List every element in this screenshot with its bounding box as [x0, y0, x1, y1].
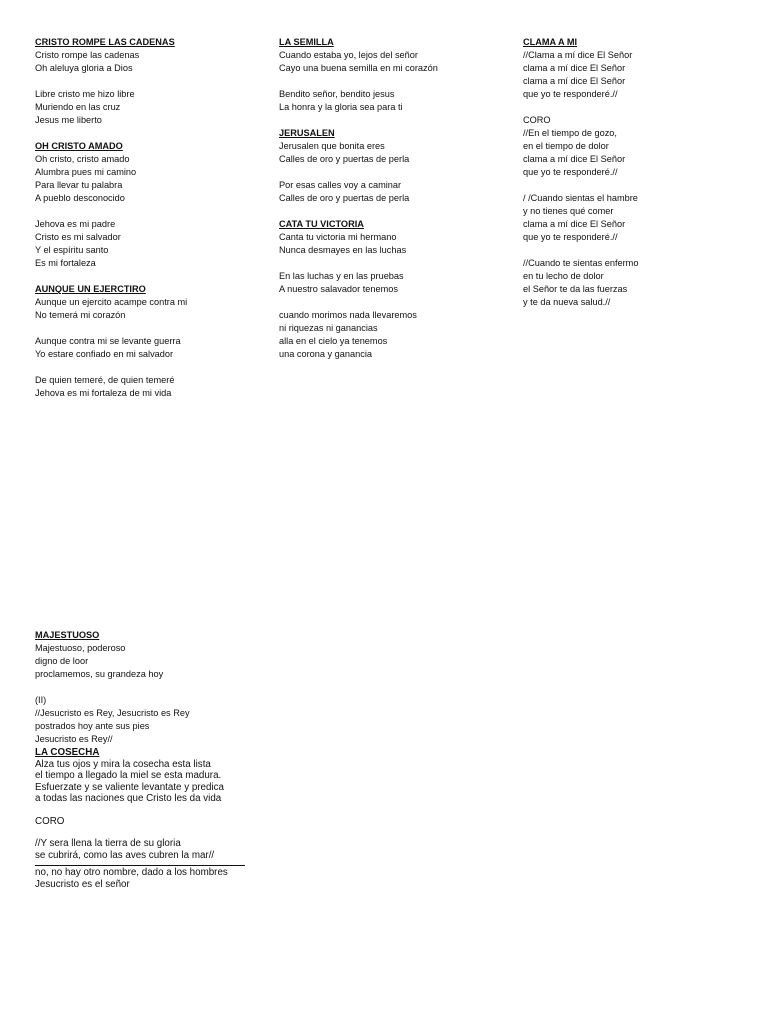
stanza [35, 49, 260, 75]
lyric-line: que yo te responderé.// [523, 167, 618, 177]
stanza [279, 309, 504, 361]
lyric-line: Oh aleluya gloria a Dios [35, 63, 133, 73]
lyric-line: clama a mí dice El Señor [523, 76, 626, 86]
lyric-line: Jerusalen que bonita eres [279, 141, 385, 151]
song-title-la-semilla: LA SEMILLA [279, 37, 334, 47]
song-aunque-un-ejerctiro [35, 283, 260, 400]
lyric-line: que yo te responderé.// [523, 89, 618, 99]
lyric-line: el Señor te da las fuerzas [523, 284, 628, 294]
stanza [35, 335, 260, 361]
lyric-line: Jehova es mi padre [35, 219, 116, 229]
lyric-line: Majestuoso, poderoso [35, 643, 126, 653]
song-title-oh-cristo-amado: OH CRISTO AMADO [35, 141, 123, 151]
stanza [35, 153, 260, 205]
lyric-line: Aunque un ejercito acampe contra mi [35, 297, 188, 307]
song-title-jerusalen: JERUSALEN [279, 128, 335, 138]
stanza [35, 838, 335, 861]
lyric-line: el tiempo a llegado la miel se esta madura. [35, 770, 222, 781]
song-la-semilla [279, 36, 504, 114]
lyric-line: //Clama a mí dice El Señor [523, 50, 633, 60]
lyric-line: que yo te responderé.// [523, 232, 618, 242]
lyric-line: La honra y la gloria sea para ti [279, 102, 403, 112]
stanza [35, 374, 260, 400]
lyric-line: En las luchas y en las pruebas [279, 271, 404, 281]
lyric-line: Cayo una buena semilla en mi corazón [279, 63, 438, 73]
lyric-line: //Y sera llena la tierra de su gloria [35, 838, 181, 849]
lyric-line: Cristo es mi salvador [35, 232, 121, 242]
stanza [35, 816, 335, 828]
lyric-line: se cubrirá, como las aves cubren la mar// [35, 849, 215, 861]
song-title-cristo-rompe-las-cadenas: CRISTO ROMPE LAS CADENAS [35, 37, 175, 47]
lyric-line: Para llevar tu palabra [35, 180, 123, 190]
lyric-line: No temerá mi corazón [35, 310, 126, 320]
lyric-line: clama a mí dice El Señor [523, 63, 626, 73]
lyric-line: en el tiempo de dolor [523, 141, 609, 151]
column-middle [279, 36, 504, 374]
lyric-line: CORO [523, 115, 551, 125]
stanza [523, 192, 748, 244]
lyric-line: Es mi fortaleza [35, 258, 96, 268]
lyric-line: Jesucristo es Rey// [35, 734, 113, 744]
stanza [35, 218, 260, 270]
lyric-line: postrados hoy ante sus pies [35, 721, 150, 731]
lyric-line: Alumbra pues mi camino [35, 167, 137, 177]
stanza [279, 270, 504, 296]
stanza [279, 179, 504, 205]
stanza [523, 49, 748, 101]
column-bottom [35, 629, 335, 890]
stanza [279, 88, 504, 114]
lyric-line: en tu lecho de dolor [523, 271, 604, 281]
song-majestuoso [35, 629, 335, 746]
lyric-line: //Cuando te sientas enfermo [523, 258, 639, 268]
lyric-line: CORO [35, 815, 65, 827]
stanza [279, 49, 504, 75]
lyric-line: Nunca desmayes en las luchas [279, 245, 407, 255]
lyric-line: proclamemos, su grandeza hoy [35, 669, 164, 679]
stanza [279, 231, 504, 257]
song-title-clama-a-mi: CLAMA A MI [523, 37, 578, 47]
lyric-line: Jesus me liberto [35, 115, 102, 125]
lyric-line: De quien temeré, de quien temeré [35, 375, 175, 385]
lyric-line: Oh cristo, cristo amado [35, 154, 130, 164]
lyric-line: clama a mí dice El Señor [523, 219, 626, 229]
stanza [35, 642, 335, 681]
song-title-aunque-un-ejerctiro: AUNQUE UN EJERCTIRO [35, 284, 146, 294]
lyric-line: no, no hay otro nombre, dado a los hombres [35, 867, 228, 878]
lyric-line: A pueblo desconocido [35, 193, 125, 203]
column-right [523, 36, 748, 322]
stanza [35, 88, 260, 127]
lyric-line: / /Cuando sientas el hambre [523, 193, 638, 203]
song-title-cata-tu-victoria: CATA TU VICTORIA [279, 219, 364, 229]
song-title-la-cosecha: LA COSECHA [35, 747, 100, 758]
stanza [279, 140, 504, 166]
stanza [35, 759, 335, 805]
lyric-line: digno de loor [35, 656, 89, 666]
lyric-line: ni riquezas ni ganancias [279, 323, 378, 333]
song-cata-tu-victoria [279, 218, 504, 361]
lyric-line: alla en el cielo ya tenemos [279, 336, 388, 346]
lyric-line: y no tienes qué comer [523, 206, 614, 216]
stanza [523, 257, 748, 309]
lyric-line: //Jesucristo es Rey, Jesucristo es Rey [35, 708, 190, 718]
lyric-line: Bendito señor, bendito jesus [279, 89, 395, 99]
lyric-line: Jehova es mi fortaleza de mi vida [35, 388, 172, 398]
column-left [35, 36, 260, 413]
lyric-line: y te da nueva salud.// [523, 297, 611, 307]
song-jerusalen [279, 127, 504, 205]
lyric-line: Libre cristo me hizo libre [35, 89, 135, 99]
lyric-line: Calles de oro y puertas de perla [279, 154, 410, 164]
lyric-line: Cuando estaba yo, lejos del señor [279, 50, 418, 60]
song-title-majestuoso: MAJESTUOSO [35, 630, 100, 640]
lyric-line: clama a mí dice El Señor [523, 154, 626, 164]
lyric-line: Jesucristo es el señor [35, 878, 130, 890]
stanza [35, 296, 260, 322]
lyric-line: //En el tiempo de gozo, [523, 128, 617, 138]
song-clama-a-mi [523, 36, 748, 309]
lyric-line: A nuestro salavador tenemos [279, 284, 398, 294]
lyric-line: Alza tus ojos y mira la cosecha esta lista [35, 758, 211, 770]
lyric-line: Y el espíritu santo [35, 245, 109, 255]
lyric-line: Calles de oro y puertas de perla [279, 193, 410, 203]
lyric-line: (II) [35, 695, 47, 705]
lyric-line: cuando morimos nada llevaremos [279, 310, 417, 320]
divider-rule [35, 865, 245, 866]
lyric-line: Yo estare confiado en mi salvador [35, 349, 174, 359]
lyric-line: una corona y ganancia [279, 349, 372, 359]
song-cristo-rompe-las-cadenas [35, 36, 260, 127]
lyric-line: Muriendo en las cruz [35, 102, 121, 112]
stanza [35, 694, 335, 746]
song-la-cosecha [35, 747, 335, 890]
lyric-line: a todas las naciones que Cristo les da vida [35, 793, 222, 804]
lyric-line: Esfuerzate y se valiente levantate y predica [35, 781, 224, 793]
lyric-line: Canta tu victoria mi hermano [279, 232, 397, 242]
lyric-line: Aunque contra mi se levante guerra [35, 336, 181, 346]
stanza [523, 114, 748, 179]
lyric-line: Cristo rompe las cadenas [35, 50, 140, 60]
song-oh-cristo-amado [35, 140, 260, 270]
lyric-line: Por esas calles voy a caminar [279, 180, 402, 190]
